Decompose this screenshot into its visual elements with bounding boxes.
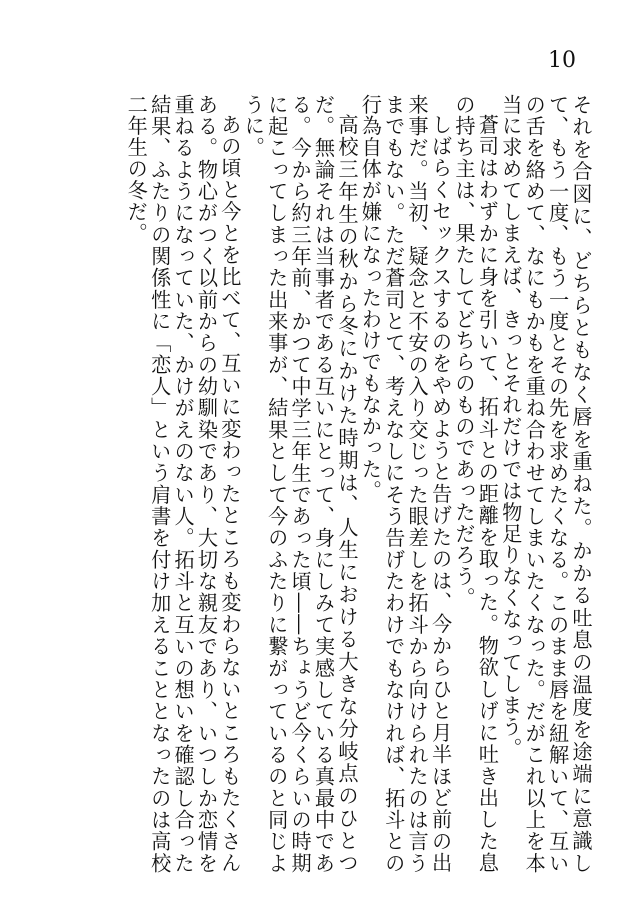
paragraph-2: 蒼司はわずかに身を引いて、拓斗との距離を取った。物欲しげに吐き出した息の持ち主は、果たしてどちらのものであっただろう。 (451, 94, 500, 874)
paragraph-4: 高校三年生の秋から冬にかけた時期は、人生における大きな分岐点のひとつだ。無論それは当事者である互いにとって、身にしみて実感している真最中である。今から約三年前、かつて中学三年生であった頃――ちょうど今くらいの時期に起こってしまった出来事が、結果として今のふたりに繋がっているのと同じように。 (241, 94, 359, 874)
page-number: 10 (548, 48, 576, 73)
paragraph-1: それを合図に、どちらともなく唇を重ねた。かかる吐息の温度を途端に意識して、もう一度、もう一度とその先を求めたくなる。このまま唇を紐解いて、互いの舌を絡めて、なにもかもを重ね合わせてしまいたくなった。だがこれ以上を本当に求めてしまえば、きっとそれだけでは物足りなくなってしまう。 (498, 94, 593, 875)
paragraph-5: あの頃と今とを比べて、互いに変わったところも変わらないところもたくさんある。物心がつく以前からの幼馴染であり、大切な親友であり、いつしか恋情を重ねるようになっていた、かけがえのない人。拓斗と互いの想いを確認し合った結果、ふたりの関係性に「恋人」という肩書を付け加えることとなったのは高校二年生の冬だ。 (124, 94, 242, 874)
paragraph-3: しばらくセックスするのをやめようと告げたのは、今からひと月半ほど前の出来事だ。当初、疑念と不安の入り交じった眼差しを拓斗から向けられたのは言うまでもない。ただ蒼司とて、考えなしにそう告げたわけでもなければ、拓斗との行為自体が嫌になったわけでもなかった。 (358, 94, 453, 874)
novel-text-body (32, 94, 592, 874)
